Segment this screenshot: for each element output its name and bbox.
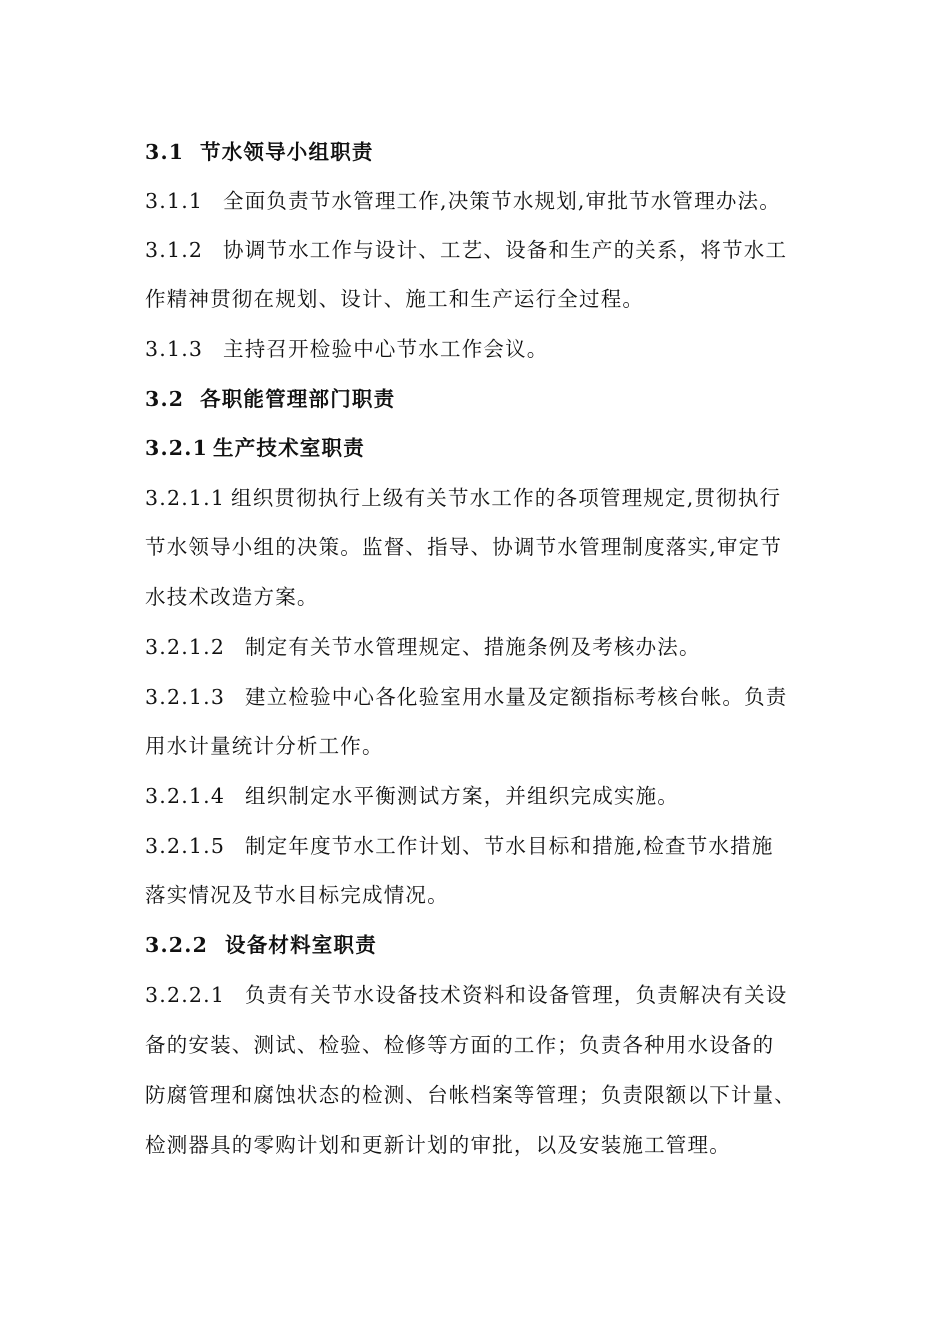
subsection-number: 3.2.1	[145, 436, 209, 460]
paragraph-3-1-3	[145, 324, 815, 374]
subsection-title: 设备材料室职责	[225, 933, 377, 957]
paragraph-3-2-1-1	[145, 473, 815, 523]
section-heading-3-2	[145, 374, 815, 424]
clause-text: 组织贯彻执行上级有关节水工作的各项管理规定,贯彻执行	[231, 486, 782, 510]
clause-text: 协调节水工作与设计、工艺、设备和生产的关系，将节水工	[223, 238, 788, 262]
clause-number: 3.2.1.3	[145, 685, 226, 709]
clause-number: 3.2.2.1	[145, 983, 226, 1007]
clause-text: 组织制定水平衡测试方案，并组织完成实施。	[245, 784, 679, 808]
paragraph-3-2-1-5	[145, 821, 815, 871]
paragraph-3-2-1-3	[145, 672, 815, 722]
clause-text: 水技术改造方案。	[145, 585, 319, 609]
paragraph-3-2-2-1	[145, 970, 815, 1020]
paragraph-3-2-1-1-continued	[145, 572, 815, 622]
subsection-heading-3-2-1	[145, 423, 815, 473]
clause-text: 全面负责节水管理工作,决策节水规划,审批节水管理办法。	[223, 189, 781, 213]
paragraph-3-1-2-continued	[145, 274, 815, 324]
section-title: 各职能管理部门职责	[200, 387, 396, 411]
subsection-title: 生产技术室职责	[213, 436, 365, 460]
paragraph-3-2-1-2	[145, 622, 815, 672]
section-heading-3-1	[145, 127, 815, 177]
clause-text: 制定有关节水管理规定、措施条例及考核办法。	[245, 635, 701, 659]
subsection-number: 3.2.2	[145, 933, 209, 957]
paragraph-3-1-1	[145, 176, 815, 226]
paragraph-3-1-2	[145, 225, 815, 275]
clause-number: 3.2.1.5	[145, 834, 226, 858]
clause-number: 3.2.1.1	[145, 486, 226, 510]
clause-number: 3.2.1.2	[145, 635, 226, 659]
section-number: 3.1	[145, 140, 185, 164]
paragraph-3-2-2-1-continued	[145, 1070, 815, 1120]
clause-number: 3.1.1	[145, 189, 204, 213]
clause-number: 3.2.1.4	[145, 784, 226, 808]
paragraph-3-2-2-1-continued	[145, 1120, 815, 1170]
clause-text: 用水计量统计分析工作。	[145, 734, 384, 758]
paragraph-3-2-1-4	[145, 771, 815, 821]
clause-text: 落实情况及节水目标完成情况。	[145, 883, 449, 907]
clause-text: 检测器具的零购计划和更新计划的审批，以及安装施工管理。	[145, 1133, 731, 1157]
clause-text: 负责有关节水设备技术资料和设备管理，负责解决有关设	[245, 983, 788, 1007]
subsection-heading-3-2-2	[145, 920, 815, 970]
paragraph-3-2-2-1-continued	[145, 1020, 815, 1070]
clause-number: 3.1.3	[145, 337, 204, 361]
clause-text: 主持召开检验中心节水工作会议。	[223, 337, 549, 361]
clause-text: 防腐管理和腐蚀状态的检测、台帐档案等管理；负责限额以下计量、	[145, 1083, 796, 1107]
paragraph-3-2-1-3-continued	[145, 721, 815, 771]
clause-number: 3.1.2	[145, 238, 204, 262]
section-title: 节水领导小组职责	[200, 140, 374, 164]
clause-text: 节水领导小组的决策。监督、指导、协调节水管理制度落实,审定节	[145, 535, 783, 559]
section-number: 3.2	[145, 387, 185, 411]
paragraph-3-2-1-5-continued	[145, 870, 815, 920]
clause-text: 作精神贯彻在规划、设计、施工和生产运行全过程。	[145, 287, 645, 311]
clause-text: 建立检验中心各化验室用水量及定额指标考核台帐。负责	[245, 685, 788, 709]
clause-text: 备的安装、测试、检验、检修等方面的工作；负责各种用水设备的	[145, 1033, 775, 1057]
paragraph-3-2-1-1-continued	[145, 522, 815, 572]
clause-text: 制定年度节水工作计划、节水目标和措施,检查节水措施	[245, 834, 774, 858]
